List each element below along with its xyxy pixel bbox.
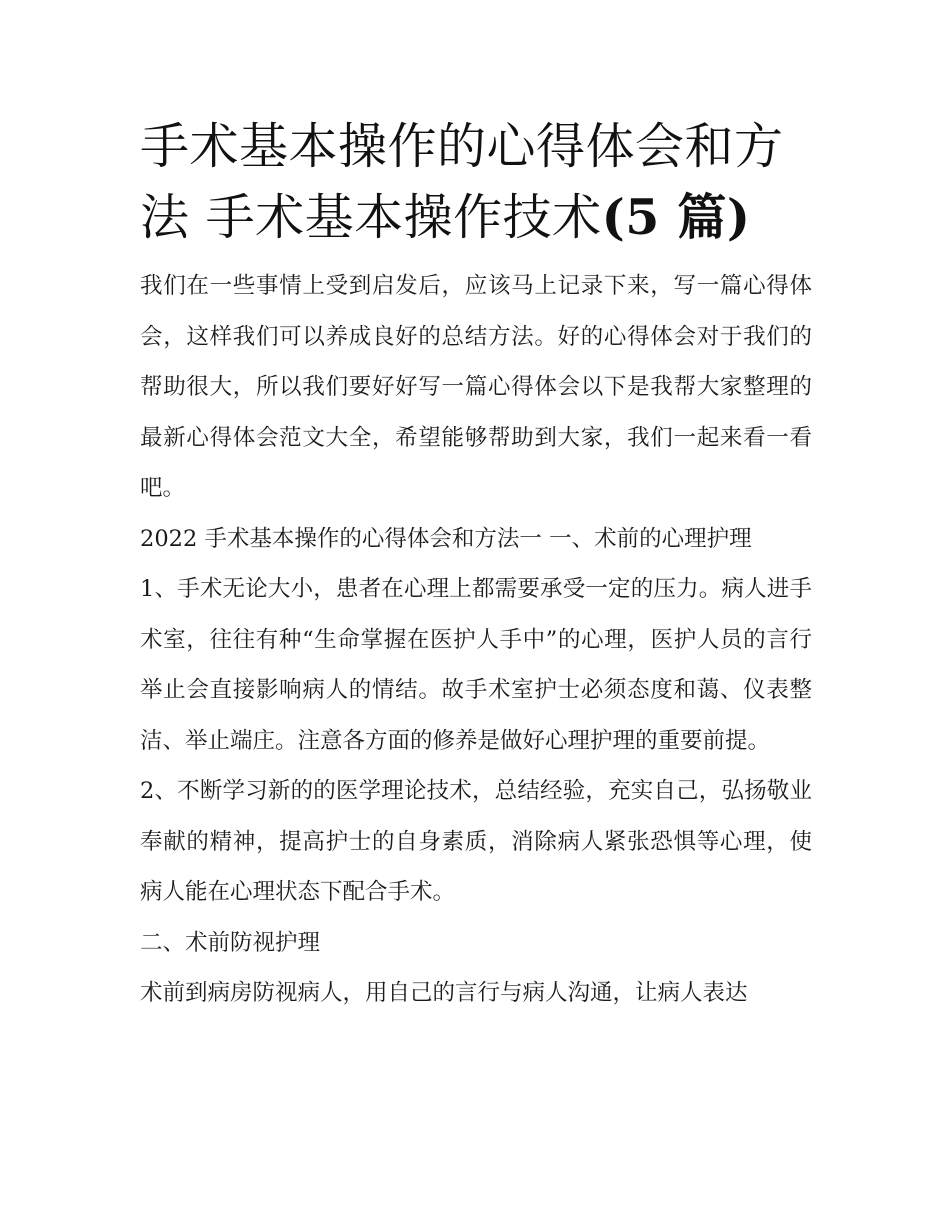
paragraph-point-2: 2、不断学习新的的医学理论技术，总结经验，充实自己，弘扬敬业奉献的精神，提高护士的自身素质，消除病人紧张恐惧等心理，使病人能在心理状态下配合手术。 [140,778,812,905]
paragraph-point-1: 1、手术无论大小，患者在心理上都需要承受一定的压力。病人进手术室，往往有种“生命掌握在医护人手中”的心理，医护人员的言行举止会直接影响病人的情结。故手术室护士必须态度和蔼、仪表整洁、举止端庄。注意各方面的修养是做好心理护理的重要前提。 [140,576,812,754]
section-heading-preop-visit: 二、术前防视护理 [140,929,321,956]
document-title [140,112,812,253]
title-line-2: 法 手术基本操作技术 [140,189,602,246]
paragraph-preop-visit: 术前到病房防视病人，用自己的言行与病人沟通，让病人表达 [140,980,748,1006]
title-count-suffix: (5 篇) [601,188,751,246]
title-line-1: 手术基本操作的心得体会和方 [140,118,784,175]
section-heading-preop-psych: 2022 手术基本操作的心得体会和方法一 一、术前的心理护理 [140,525,752,552]
intro-paragraph: 我们在一些事情上受到启发后，应该马上记录下来，写一篇心得体会，这样我们可以养成良好的总结方法。好的心得体会对于我们的帮助很大，所以我们要好好写一篇心得体会以下是我帮大家整理的最新心得体会范文大全，希望能够帮助到大家，我们一起来看一看吧。 [140,273,812,501]
document-body [140,112,812,1019]
